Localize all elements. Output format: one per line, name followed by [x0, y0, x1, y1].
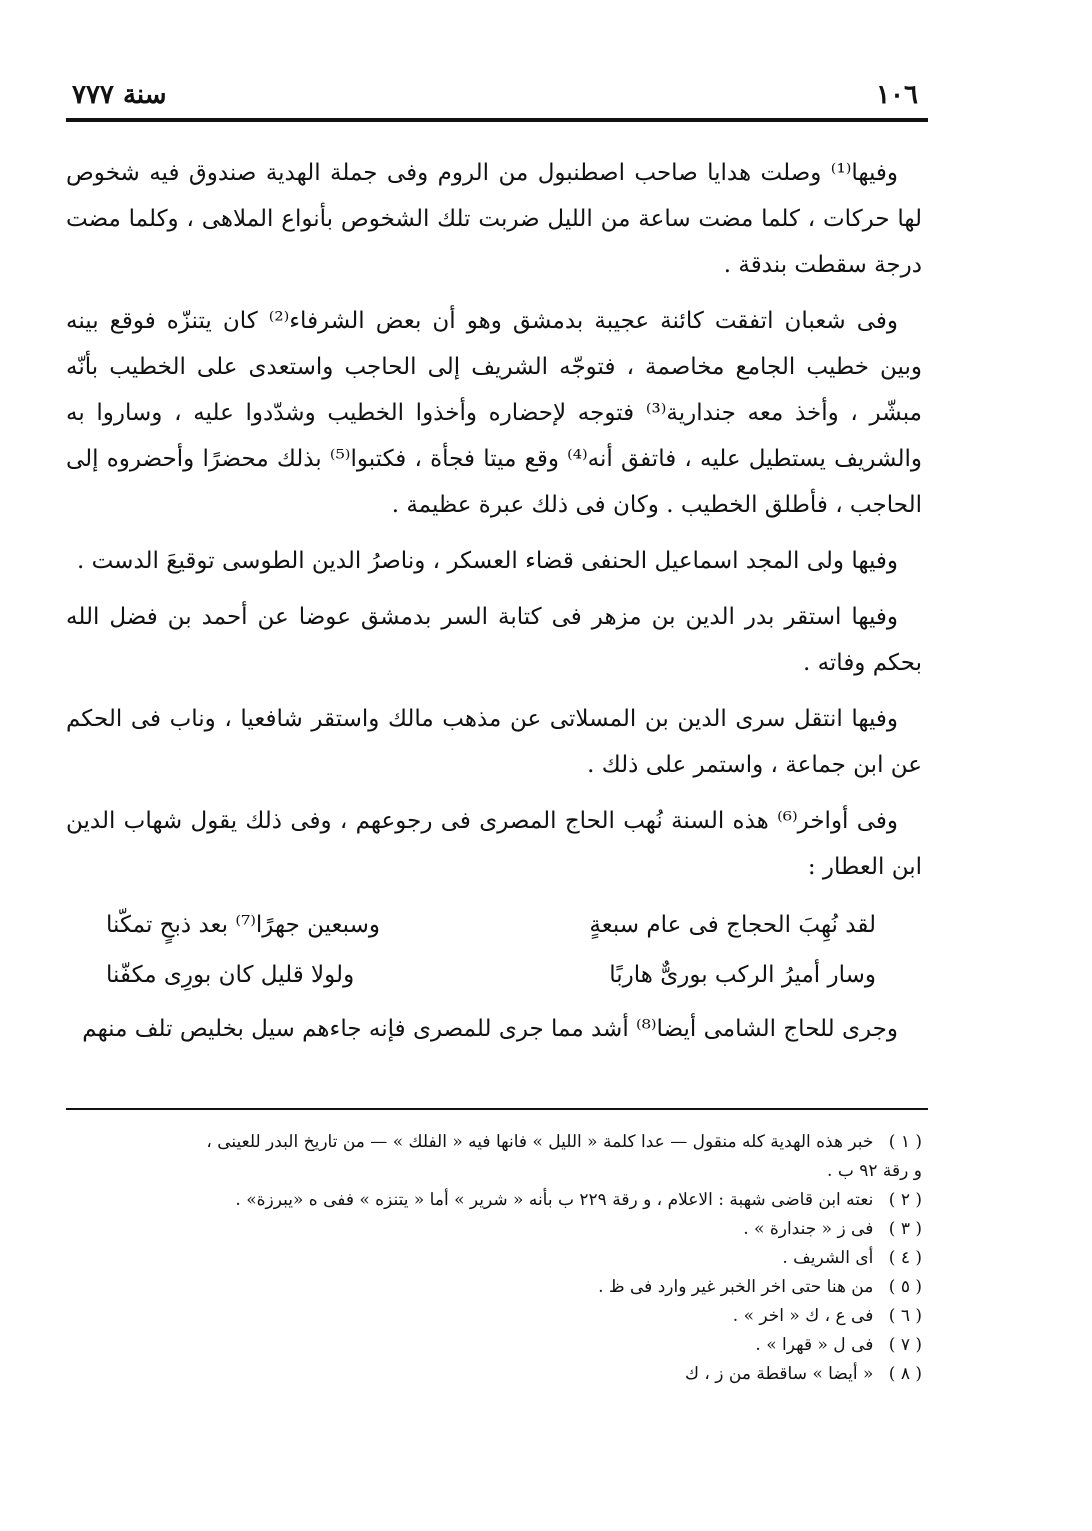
paragraph: وفى شعبان اتفقت كائنة عجيبة بدمشق وهو أن بعض الشرفاء⁽²⁾ كان يتنزّه فوقع بينه وبين خطيب الجامع مخاصمة ، فتوجّه الشريف إلى الحاجب واستعدى على الخطيب بأنّه مبشّر ، وأخذ معه جندارية⁽³⁾ فتوجه لإحضاره وأخذوا الخطيب وشدّدوا عليه ، وساروا به والشريف يستطيل عليه ، فاتفق أنه⁽⁴⁾ وقع ميتا فجأة ، فكتبوا⁽⁵⁾ بذلك محضرًا وأحضروه إلى الحاجب ، فأطلق الخطيب . وكان فى ذلك عبرة عظيمة . — [66, 308, 923, 518]
verse-second-hemistich: وسبعين جهرًا⁽⁷⁾ بعد ذبحٍ تمكّنا — [106, 912, 380, 938]
verse-second-hemistich: ولولا قليل كان بورِى مكفّنا — [106, 962, 355, 988]
footnote-text: « أيضا » ساقطة من ز ، ك — [684, 1364, 874, 1384]
footnote-number: ( ٣ ) — [888, 1219, 922, 1239]
page-number: ١٠٦ — [876, 80, 918, 110]
footnote — [66, 1331, 922, 1360]
footnote-text: من هنا حتى اخر الخبر غير وارد فى ظ . — [598, 1277, 874, 1297]
footnote-number: ( ١ ) — [888, 1132, 922, 1152]
footnote-number: ( ٥ ) — [888, 1277, 922, 1297]
footnote-number: ( ٧ ) — [888, 1335, 922, 1355]
paragraph: وفى أواخر⁽⁶⁾ هذه السنة نُهب الحاج المصرى فى رجوعهم ، وفى ذلك يقول شهاب الدين ابن العطار : — [66, 808, 922, 880]
footnote — [66, 1302, 922, 1331]
poem-verse — [66, 950, 922, 1000]
paragraph: وفيها استقر بدر الدين بن مزهر فى كتابة السر بدمشق عوضا عن أحمد بن فضل الله بحكم وفاته . — [66, 604, 922, 676]
paragraph: وفيها ولى المجد اسماعيل الحنفى قضاء العسكر ، وناصرُ الدين الطوسى توقيعَ الدست . — [76, 548, 898, 574]
header-rule — [66, 118, 928, 122]
year-label: سنة ٧٧٧ — [72, 80, 167, 110]
verse-first-hemistich: وسار أميرُ الركب بورىٌّ هاربًا — [609, 962, 876, 988]
paragraph: وفيها انتقل سرى الدين بن المسلاتى عن مذهب مالك واستقر شافعيا ، وناب فى الحكم عن ابن جماعة ، واستمر على ذلك . — [66, 706, 922, 778]
footnote — [66, 1215, 922, 1244]
footnote-text: فى ز « جندارة » . — [743, 1219, 874, 1239]
footnote-text: فى ل « قهرا » . — [755, 1335, 874, 1355]
footnote-number: ( ٤ ) — [888, 1248, 922, 1268]
footnotes — [66, 1128, 922, 1389]
footnote-number: ( ٦ ) — [888, 1306, 922, 1326]
footnote-number: ( ٨ ) — [888, 1364, 922, 1384]
footnote — [66, 1128, 922, 1157]
footnote-number: ( ٢ ) — [888, 1190, 922, 1210]
footnote-continuation: و رقة ٩٢ ب . — [827, 1161, 922, 1181]
footnote-text: خبر هذه الهدية كله منقول — عدا كلمة « الليل » فانها فيه « الفلك » — من تاريخ البدر للعينى ، — [206, 1132, 874, 1152]
paragraph: وجرى للحاج الشامى أيضا⁽⁸⁾ أشد مما جرى للمصرى فإنه جاءهم سيل بخليص تلف منهم — [82, 1016, 898, 1042]
footnote — [66, 1273, 922, 1302]
footnote-rule — [66, 1108, 928, 1110]
page-header — [66, 70, 928, 118]
footnote — [66, 1186, 922, 1215]
footnote-text: أى الشريف . — [782, 1248, 874, 1268]
poem-verse — [66, 900, 922, 950]
footnote-text: فى ع ، ك « اخر » . — [732, 1306, 874, 1326]
footnote — [66, 1360, 922, 1389]
main-text — [66, 150, 922, 1062]
footnote-text: نعته ابن قاضى شهبة : الاعلام ، و رقة ٢٢٩ ب بأنه « شرير » أما « يتنزه » ففى ه «يبرزة» . — [235, 1190, 874, 1210]
verse-first-hemistich: لقد نُهِبَ الحجاج فى عام سبعةٍ — [589, 912, 876, 938]
paragraph: وفيها⁽¹⁾ وصلت هدايا صاحب اصطنبول من الروم وفى جملة الهدية صندوق فيه شخوص لها حركات ، كلما مضت ساعة من الليل ضربت تلك الشخوص بأنواع الملاهى ، وكلما مضت درجة سقطت بندقة . — [66, 160, 922, 278]
footnote — [66, 1244, 922, 1273]
